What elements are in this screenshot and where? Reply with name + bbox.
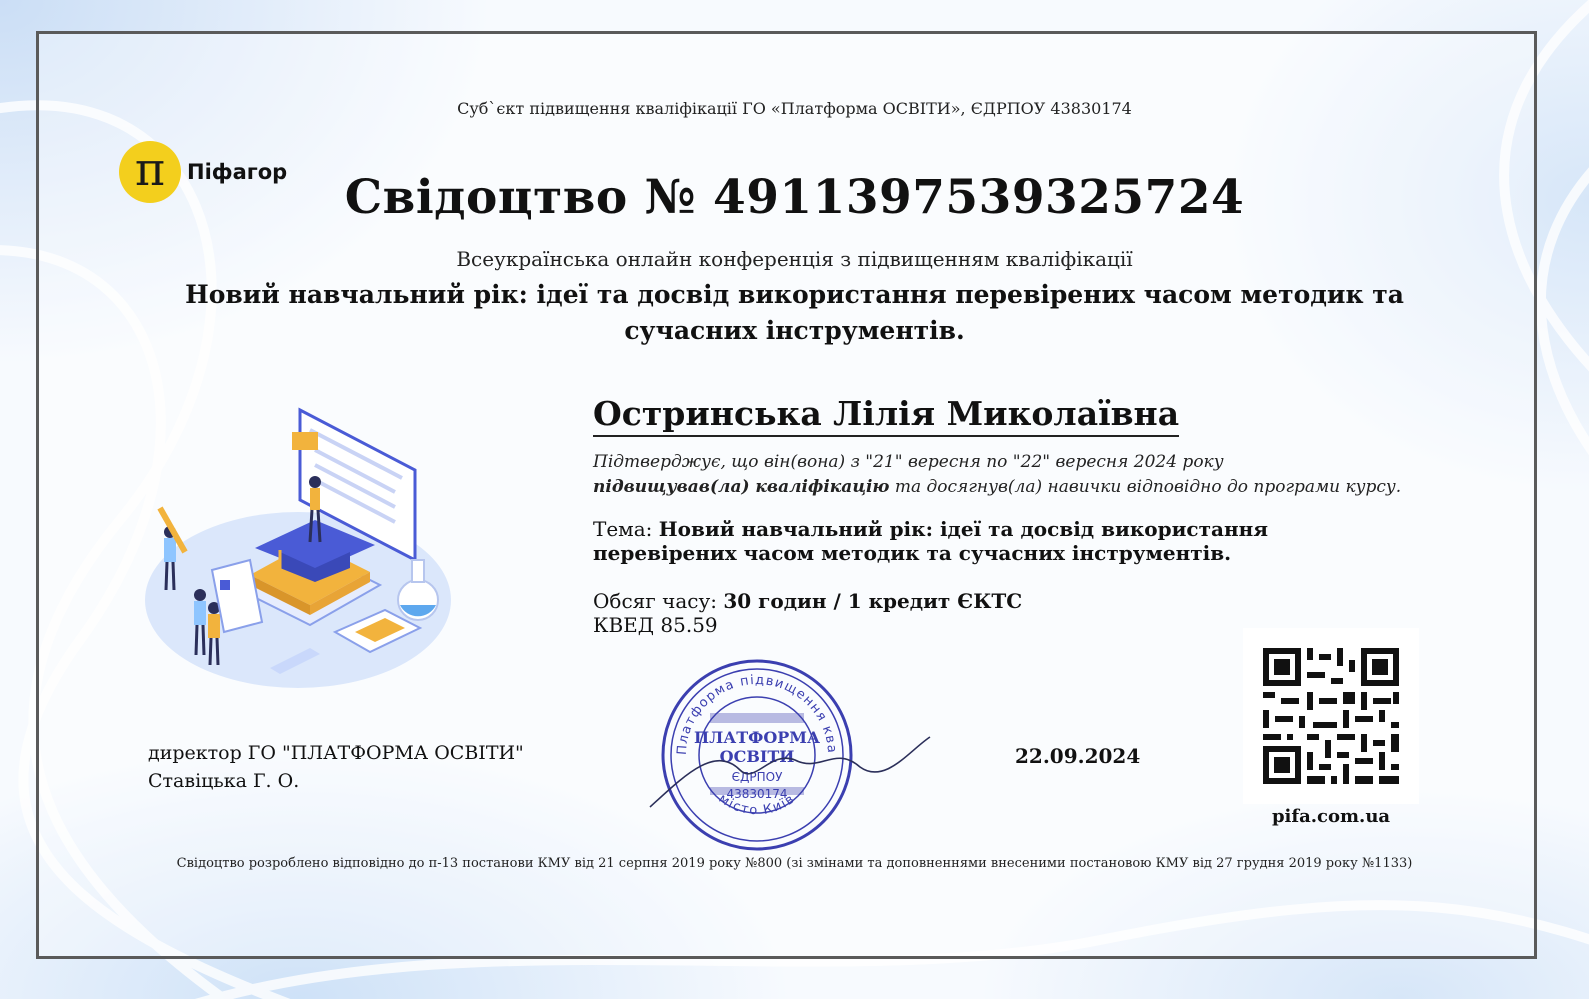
hours-value: 30 годин / 1 кредит ЄКТС [723,589,1023,613]
svg-text:місто Київ: місто Київ [715,791,799,819]
director-name: Ставіцька Г. О. [148,770,300,792]
hours-label: Обсяг часу: [593,589,724,613]
website-link[interactable]: pifa.com.ua [1271,806,1391,827]
svg-text:ПЛАТФОРМА: ПЛАТФОРМА [693,728,821,747]
confirmation-bold: підвищував(ла) кваліфікацію [593,477,890,497]
svg-text:ОСВІТИ: ОСВІТИ [719,747,795,766]
conference-type: Всеукраїнська онлайн конференція з підвищенням кваліфікації [456,247,1133,271]
director-block [148,739,524,795]
issue-date: 22.09.2024 [1015,744,1141,768]
confirmation-line: Підтверджує, що він(вона) з "21" вересня по "22" вересня 2024 року [593,452,1224,472]
director-title: директор ГО "ПЛАТФОРМА ОСВІТИ" [148,742,524,764]
topic-value: Новий навчальний рік: ідеї та досвід використання перевірених часом методик та сучасних інструментів. [593,517,1269,565]
kved-code: КВЕД 85.59 [593,613,718,637]
svg-text:Платформа підвищення кваліфіка: Платформа підвищення ква [674,672,840,756]
official-stamp [645,655,940,859]
topic [593,517,1353,565]
certificate-title: Свідоцтво № 4911397539325724 [344,170,1245,225]
confirmation-rest: та досягнув(ла) навички відповідно до програми курсу. [889,477,1402,497]
conference-name: Новий навчальний рік: ідеї та досвід використання перевірених часом методик та сучасних інструментів. [185,280,1404,345]
svg-text:ЄДРПОУ: ЄДРПОУ [731,770,783,784]
hours-block [593,589,1022,637]
recipient-name: Остринська Лілія Миколаївна [593,394,1179,437]
confirmation-text [593,450,1473,500]
subject-line: Суб`єкт підвищення кваліфікації ГО «Платформа ОСВІТИ», ЄДРПОУ 43830174 [457,99,1132,118]
legal-note: Свідоцтво розроблено відповідно до п-13 постанови КМУ від 21 серпня 2019 року №800 (зі змінами та доповненнями внесеними постановою КМУ від 27 грудня 2019 року №1133) [176,856,1413,871]
svg-text:43830174: 43830174 [726,787,788,801]
education-illustration [140,400,470,699]
topic-label: Тема: [593,517,659,541]
logo-name: Піфагор [187,160,288,184]
qr-code[interactable] [1243,628,1419,804]
pi-logo-icon: π [119,141,181,203]
